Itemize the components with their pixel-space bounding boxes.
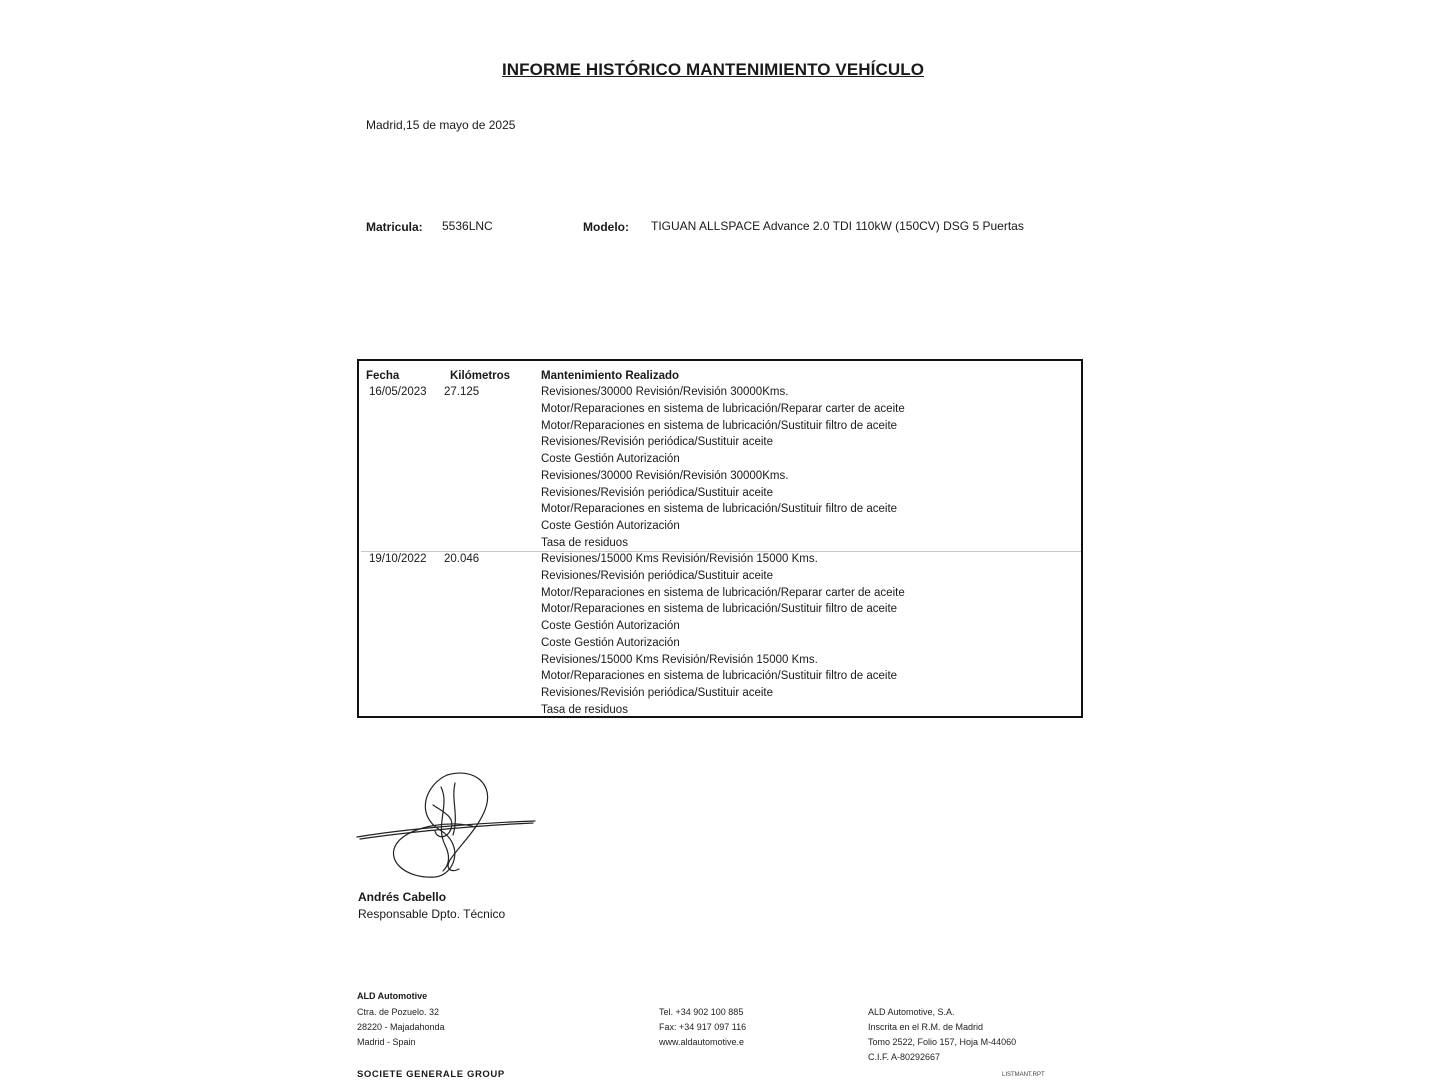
maintenance-item: Coste Gestión Autorización: [541, 636, 680, 649]
maintenance-item: Coste Gestión Autorización: [541, 620, 680, 632]
row-1-km: 27.125: [444, 386, 480, 398]
plate-value: 5536LNC: [442, 219, 493, 233]
maintenance-item: Coste Gestión Autorización: [541, 453, 680, 465]
footer-address: [357, 1005, 445, 1050]
signatory-name: Andrés Cabello: [358, 890, 447, 904]
maintenance-item: Revisiones/Revisión periódica/Sustituir aceite: [541, 486, 774, 499]
maintenance-item: Tasa de residuos: [541, 536, 628, 549]
maintenance-item: Tasa de residuos: [541, 703, 628, 716]
footer-address-line: Ctra. de Pozuelo. 32: [357, 1007, 440, 1017]
footer-registry-line: Inscrita en el R.M. de Madrid: [868, 1022, 984, 1032]
row-1-maintenance-list: [541, 384, 905, 552]
footer-address-line: Madrid - Spain: [357, 1037, 416, 1047]
model-label: Modelo:: [583, 220, 629, 234]
footer-registry-line: Tomo 2522, Folio 157, Hoja M-44060: [868, 1037, 1017, 1047]
footer-registry-line: C.I.F. A-80292667: [868, 1052, 941, 1062]
row-2-date: 19/10/2022: [369, 553, 427, 565]
maintenance-item: Motor/Reparaciones en sistema de lubricación/Sustituir filtro de aceite: [541, 419, 898, 432]
row-2-km: 20.046: [444, 553, 480, 565]
signature-image: [355, 765, 540, 885]
footer-website: www.aldautomotive.e: [659, 1037, 745, 1047]
maintenance-item: Motor/Reparaciones en sistema de lubricación/Reparar carter de aceite: [541, 402, 905, 415]
maintenance-item: Revisiones/Revisión periódica/Sustituir aceite: [541, 687, 774, 699]
maintenance-item: Revisiones/15000 Kms Revisión/Revisión 15000 Kms.: [541, 553, 818, 565]
maintenance-item: Coste Gestión Autorización: [541, 520, 680, 532]
maintenance-item: Revisiones/30000 Revisión/Revisión 30000Kms.: [541, 469, 789, 482]
column-header-maintenance: Mantenimiento Realizado: [541, 370, 680, 382]
row-2-maintenance-list: [541, 551, 905, 719]
maintenance-item: Revisiones/15000 Kms Revisión/Revisión 15000 Kms.: [541, 653, 818, 666]
model-value: TIGUAN ALLSPACE Advance 2.0 TDI 110kW (150CV) DSG 5 Puertas: [651, 219, 1024, 233]
signatory-role: Responsable Dpto. Técnico: [358, 907, 506, 921]
page-title: INFORME HISTÓRICO MANTENIMIENTO VEHÍCULO: [501, 60, 925, 79]
footer-phone: Tel. +34 902 100 885: [659, 1007, 744, 1017]
maintenance-item: Revisiones/Revisión periódica/Sustituir aceite: [541, 436, 774, 449]
report-date: Madrid,15 de mayo de 2025: [366, 118, 516, 132]
maintenance-item: Revisiones/30000 Revisión/Revisión 30000Kms.: [541, 386, 789, 398]
footer-registry: [868, 1005, 1016, 1065]
footer-group-name: SOCIETE GENERALE GROUP: [357, 1069, 505, 1080]
column-header-km: Kilómetros: [450, 370, 511, 382]
maintenance-item: Motor/Reparaciones en sistema de lubricación/Reparar carter de aceite: [541, 586, 905, 599]
footer-company-heading: ALD Automotive: [357, 991, 428, 1001]
maintenance-item: Motor/Reparaciones en sistema de lubricación/Sustituir filtro de aceite: [541, 503, 898, 516]
footer-registry-line: ALD Automotive, S.A.: [868, 1007, 955, 1017]
maintenance-item: Motor/Reparaciones en sistema de lubricación/Sustituir filtro de aceite: [541, 670, 898, 683]
footer-address-line: 28220 - Majadahonda: [357, 1022, 445, 1032]
row-1-date: 16/05/2023: [369, 386, 427, 398]
maintenance-item: Revisiones/Revisión periódica/Sustituir aceite: [541, 569, 774, 582]
column-header-date: Fecha: [366, 370, 400, 382]
plate-label: Matricula:: [366, 220, 423, 234]
footer-contact: [659, 1005, 746, 1050]
footer-doc-code: LISTMANT.RPT: [1002, 1072, 1045, 1078]
footer-fax: Fax: +34 917 097 116: [659, 1022, 747, 1032]
maintenance-item: Motor/Reparaciones en sistema de lubricación/Sustituir filtro de aceite: [541, 603, 898, 616]
